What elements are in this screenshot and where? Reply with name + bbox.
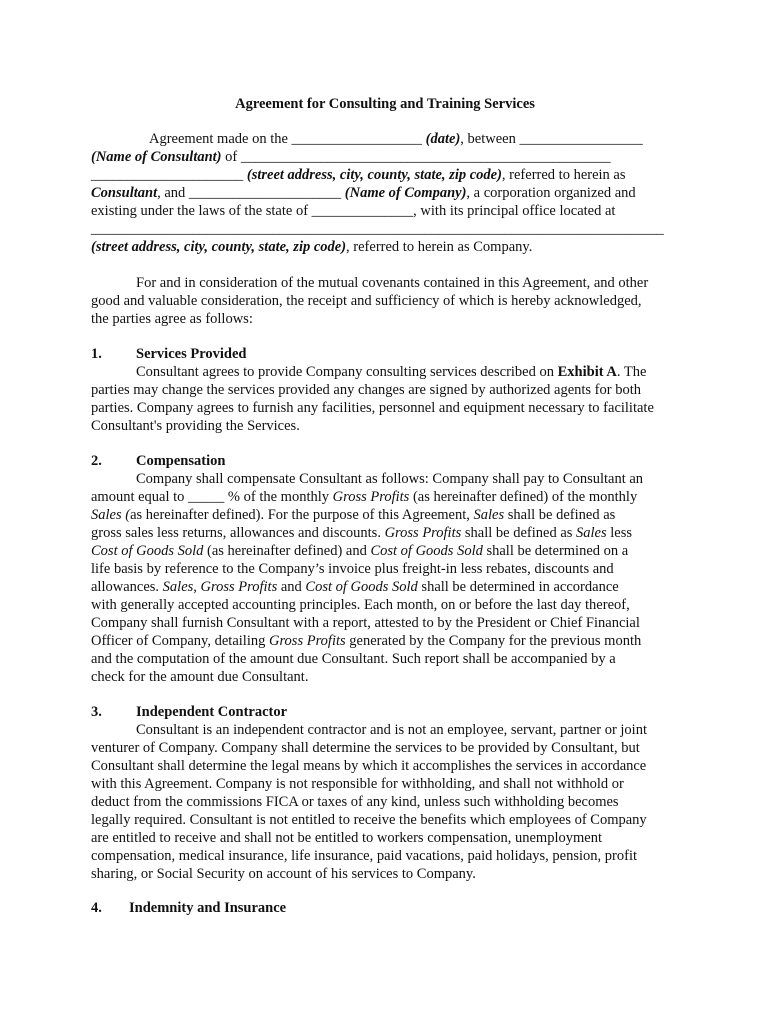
section-2-line: life basis by reference to the Company’s invoice plus freight-in less rebates, discounts and [91, 561, 614, 577]
section-3-line: compensation, medical insurance, life insurance, paid vacations, paid holidays, pension, profit [91, 848, 638, 864]
section-1-line: parties. Company agrees to furnish any facilities, personnel and equipment necessary to facilitate [91, 400, 654, 416]
section-2-line: amount equal to _____ % of the monthly Gross Profits (as hereinafter defined) of the monthly [91, 489, 638, 505]
section-3-line: Consultant is an independent contractor and is not an employee, servant, partner or joint [136, 722, 647, 738]
section-2-line: check for the amount due Consultant. [91, 669, 309, 685]
section-2-line: allowances. Sales, Gross Profits and Cost of Goods Sold shall be determined in accordance [91, 579, 619, 595]
section-4-heading: Indemnity and Insurance [129, 900, 287, 916]
section-3-line: venturer of Company. Company shall determine the services to be provided by Consultant, but [91, 740, 640, 756]
section-4-number: 4. [91, 900, 102, 916]
section-3-line: legally required. Consultant is not entitled to receive the benefits which employees of Company [91, 812, 647, 828]
section-1-number: 1. [91, 346, 102, 362]
section-3-line: sharing, or Social Security on account of his services to Company. [91, 866, 476, 882]
section-2-line: Sales (as hereinafter defined). For the purpose of this Agreement, Sales shall be defined as [91, 507, 616, 523]
section-3-line: Consultant shall determine the legal means by which it accomplishes the services in accordance [91, 758, 647, 774]
intro-line-5: existing under the laws of the state of ______________, with its principal office located at [91, 203, 616, 219]
document-title: Agreement for Consulting and Training Services [235, 96, 535, 112]
section-1-line: Consultant agrees to provide Company consulting services described on Exhibit A. The [136, 364, 647, 380]
section-3-line: deduct from the commissions FICA or taxes of any kind, unless such withholding becomes [91, 794, 619, 810]
section-2-line: Company shall compensate Consultant as follows: Company shall pay to Consultant an [136, 471, 644, 487]
section-3-line: with this Agreement. Company is not responsible for withholding, and shall not withhold or [91, 776, 624, 792]
intro-line-7: (street address, city, county, state, zip code), referred to herein as Company. [91, 239, 533, 255]
section-1-line: Consultant's providing the Services. [91, 418, 300, 434]
preamble-line-1: For and in consideration of the mutual covenants contained in this Agreement, and other [136, 275, 649, 291]
section-2-line: Company shall furnish Consultant with a report, attested to by the President or Chief Financial [91, 615, 640, 631]
section-2-number: 2. [91, 453, 102, 469]
intro-line-1: Agreement made on the __________________ (date), between _________________ [149, 131, 643, 147]
preamble-line-3: the parties agree as follows: [91, 311, 253, 327]
section-1-heading: Services Provided [136, 346, 247, 362]
section-2-line: with generally accepted accounting principles. Each month, on or before the last day thereof, [91, 597, 630, 613]
section-2-line: Cost of Goods Sold (as hereinafter defined) and Cost of Goods Sold shall be determined on a [91, 543, 629, 559]
section-3-line: are entitled to receive and shall not be entitled to workers compensation, unemployment [91, 830, 602, 846]
preamble-line-2: good and valuable consideration, the receipt and sufficiency of which is hereby acknowledged, [91, 293, 642, 309]
intro-line-6: _______________________________________________________________________________ [91, 221, 664, 237]
section-2-line: Officer of Company, detailing Gross Profits generated by the Company for the previous month [91, 633, 642, 649]
section-3-number: 3. [91, 704, 102, 720]
section-3-heading: Independent Contractor [136, 704, 288, 720]
section-2-heading: Compensation [136, 453, 226, 469]
section-2-line: gross sales less returns, allowances and discounts. Gross Profits shall be defined as Sales less [91, 525, 633, 541]
section-2-line: and the computation of the amount due Consultant. Such report shall be accompanied by a [91, 651, 616, 667]
intro-line-2: (Name of Consultant) of ___________________________________________________ [91, 149, 611, 165]
intro-line-4: Consultant, and _____________________ (Name of Company), a corporation organized and [91, 185, 636, 201]
section-1-line: parties may change the services provided any changes are signed by authorized agents for both [91, 382, 641, 398]
intro-line-3: _____________________ (street address, city, county, state, zip code), referred to herein as [91, 167, 626, 183]
